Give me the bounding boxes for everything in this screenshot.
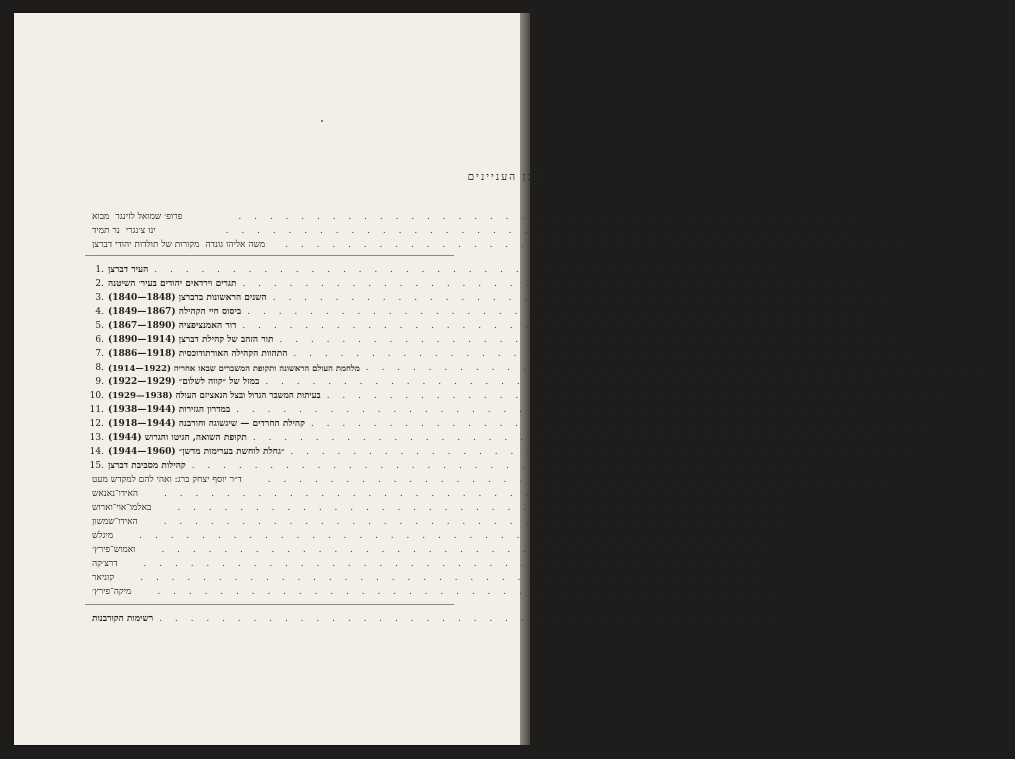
subentry-title: מיקה־פירץ׳	[92, 587, 132, 597]
subentry-page: 259	[782, 544, 800, 555]
leader-dots: . . . . . . . . . . . . . . . . . . . . . . . . . . . . . . . . . . . . . . . .	[272, 292, 894, 303]
chapter-title: תגרים וירדאים יהודים בעיר׳ השיטנה	[108, 279, 237, 289]
chapter-title: העיר דברצן	[108, 265, 149, 275]
leader-dots: . . . . . . . . . . . . . . . . . . . . . . . . . . . . . . . . . . . . . . . .	[310, 418, 932, 429]
leader-dots: . . . . . . . . . . . . . . . . . . . . . . . . . . . . . . . . . . . . . . . .	[225, 225, 847, 236]
subentry-page: 247	[888, 474, 906, 485]
subentry-title: האידו־נאנאש	[92, 489, 139, 499]
chapter-number: 3.	[95, 292, 104, 303]
chapter-page: 69	[900, 334, 912, 345]
chapter-title: דור האמנציפציה (1890—1867)	[108, 321, 237, 331]
page-speck	[321, 120, 323, 122]
leader-dots: . . . . . . . . . . . . . . . . . . . . . . . . . . . . . . . . . . . . . . . .	[242, 320, 864, 331]
subentry-page: 253	[798, 502, 816, 513]
chapter-number: 12.	[89, 418, 104, 429]
chapter-page: 107	[986, 362, 1004, 373]
toc-entry[interactable]	[88, 612, 798, 625]
chapter-title: ״גחלת לוחשת בערימות מדשן״ (1960—1944)	[108, 447, 285, 457]
subentry-title: מיגלש	[92, 531, 114, 541]
subentry-title: באלמו־אוי־וארוש	[92, 503, 152, 513]
toc-chapter[interactable]	[88, 263, 787, 276]
toc-subentry[interactable]	[88, 501, 816, 514]
chapter-title: קהילת החרדים — שיגשוגה וחורבנה (1944—1918)	[108, 419, 305, 429]
toc-subentry[interactable]	[88, 571, 779, 584]
toc-subentry[interactable]	[88, 515, 802, 528]
leader-dots: . . . . . . . . . . . . . . . . . . . . . . . . . . . . . . . . . . . . . . . .	[285, 239, 907, 250]
chapter-number: 10.	[89, 390, 104, 401]
toc-chapter[interactable]	[88, 319, 875, 332]
chapter-title: תור הזהב של קהילת דברצן (1914—1890)	[108, 335, 274, 345]
toc-entry[interactable]	[88, 224, 853, 237]
leader-dots: . . . . . . . . . . . . . . . . . . . . . . . . . . . . . . . . . . . . . . . .	[290, 446, 912, 457]
chapter-page: 55	[863, 320, 875, 331]
leader-dots: . . . . . . . . . . . . . . . . . . . . . . . . . . . . . . . . . . . . . . . .	[161, 544, 783, 555]
leader-dots: . . . . . . . . . . . . . . . . . . . . . . . . . . . . . . . . . . . . . . . .	[143, 558, 765, 569]
chapter-page: 19	[863, 278, 875, 289]
subentry-page: 262	[761, 572, 779, 583]
toc-entry[interactable]	[88, 210, 866, 223]
leader-dots: . . . . . . . . . . . . . . . . . . . . . . . . . . . . . . . . . . . . . . . .	[139, 530, 761, 541]
leader-dots: . . . . . . . . . . . . . . . . . . . . . . . . . . . . . . . . . . . . . . . .	[365, 362, 987, 373]
toc-chapter[interactable]	[88, 291, 906, 304]
entry-page: 7	[859, 211, 866, 222]
entry-page: 265	[780, 613, 798, 624]
chapter-title: במדרון הגזירות (1944—1938)	[108, 405, 231, 415]
chapter-number: 7.	[95, 348, 104, 359]
subentry-page: 260	[764, 558, 782, 569]
leader-dots: . . . . . . . . . . . . . . . . . . . . . . . . . . . . . . . . . . . . . . . .	[159, 613, 781, 624]
entry-label: נר תמיד	[92, 226, 120, 236]
subentry-title: ואמוש־פירץ׳	[92, 545, 136, 555]
toc-chapter[interactable]	[88, 389, 965, 402]
leader-dots: . . . . . . . . . . . . . . . . . . . . . . . . . . . . . . . . . . . . . . . .	[267, 474, 889, 485]
toc-entry[interactable]	[88, 238, 918, 251]
chapter-title: בעיתות המשבר הגדול ובצל הנאציזם העולה (1938—1929)	[108, 391, 321, 401]
chapter-page: 247	[812, 460, 830, 471]
chapter-page: 122	[886, 376, 904, 387]
leader-dots: . . . . . . . . . . . . . . . . . . . . . . . . . . . . . . . . . . . . . . . .	[236, 404, 858, 415]
toc-chapter[interactable]	[88, 445, 929, 458]
toc-chapter[interactable]	[88, 459, 830, 472]
toc-chapter[interactable]	[88, 347, 932, 360]
chapter-number: 15.	[89, 460, 104, 471]
subentry-title: קוניאר	[92, 573, 115, 583]
subentry-title: האידו־שמשון	[92, 517, 138, 527]
leader-dots: . . . . . . . . . . . . . . . . . . . . . . . . . . . . . . . . . . . . . . . .	[247, 306, 869, 317]
chapter-number: 11.	[89, 404, 104, 415]
entry-author: משה אליהו גונדה	[205, 240, 266, 250]
leader-dots: . . . . . . . . . . . . . . . . . . . . . . . . . . . . . . . . . . . . . . . .	[164, 488, 786, 499]
entry-page: 10	[906, 239, 918, 250]
toc-chapter[interactable]	[88, 305, 880, 318]
chapter-page: 204	[931, 418, 950, 429]
chapter-number: 6.	[95, 334, 104, 345]
leader-dots: . . . . . . . . . . . . . . . . . . . . . . . . . . . . . . . . . . . . . . . .	[326, 390, 948, 401]
chapter-number: 5.	[95, 320, 104, 331]
chapter-title: ביסוס חיי הקהילה (1867—1849)	[108, 307, 242, 317]
toc-chapter[interactable]	[88, 333, 912, 346]
toc-subentry[interactable]	[88, 529, 778, 542]
chapter-page: 25	[893, 292, 906, 303]
subentry-page: 255	[784, 516, 802, 527]
chapter-page: 187	[857, 404, 875, 415]
leader-dots: . . . . . . . . . . . . . . . . . . . . . . . . . . . . . . . . . . . . . . . .	[191, 460, 813, 471]
entry-label: מקורות של תולדות יהודי דברצן	[92, 240, 200, 250]
leader-dots: . . . . . . . . . . . . . . . . . . . . . . . . . . . . . . . . . . . . . . . .	[163, 516, 785, 527]
subentry-title: ד״ר יוסף יצחק ברג: ואהי להם למקדש מעט	[92, 475, 242, 485]
chapter-number: 13.	[89, 432, 104, 443]
chapter-title: התהוות הקהילה האורתודוכסית (1918—1886)	[108, 349, 288, 359]
leader-dots: . . . . . . . . . . . . . . . . . . . . . . . . . . . . . . . . . . . . . . . .	[242, 278, 864, 289]
entry-label: רשימות הקורבנות	[92, 614, 154, 624]
toc-chapter[interactable]	[88, 375, 904, 388]
toc-subentry[interactable]	[88, 473, 906, 486]
chapter-number: 8.	[95, 362, 104, 373]
toc-chapter[interactable]	[88, 277, 875, 290]
chapter-number: 14.	[89, 446, 104, 457]
chapter-number: 9.	[95, 376, 104, 387]
page-title: תוכן העניינים	[467, 171, 548, 183]
subentry-title: דרצ׳קה	[92, 559, 118, 569]
toc-subentry[interactable]	[88, 585, 796, 598]
toc-chapter[interactable]	[88, 361, 1004, 374]
entry-label: מבוא	[92, 212, 110, 222]
leader-dots: . . . . . . . . . . . . . . . . . . . . . . . . . . . . . . . . . . . . . . . .	[157, 586, 779, 597]
leader-dots: . . . . . . . . . . . . . . . . . . . . . . . . . . . . . . . . . . . . . . . .	[252, 432, 874, 443]
chapter-page: 231	[911, 446, 929, 457]
chapter-title: השנים הראשונות בדברצן (1848—1840)	[108, 293, 267, 303]
chapter-page: 214	[873, 432, 892, 443]
entry-author: ינו צ׳נגרי	[125, 226, 156, 236]
toc-chapter[interactable]	[88, 403, 875, 416]
chapter-page: 101	[914, 348, 932, 359]
divider	[85, 604, 454, 605]
subentry-page: 257	[760, 530, 778, 541]
toc-subentry[interactable]	[88, 487, 803, 500]
toc-subentry[interactable]	[88, 557, 782, 570]
leader-dots: . . . . . . . . . . . . . . . . . . . . . . . . . . . . . . . . . . . . . . . .	[238, 211, 860, 222]
chapter-title: מלחמת העולם הראשונה ותקופת המשברים שבאו אחריה (1922—1914)	[108, 362, 360, 373]
chapter-number: 4.	[95, 306, 104, 317]
leader-dots: . . . . . . . . . . . . . . . . . . . . . . . . . . . . . . . . . . . . . . . .	[265, 376, 887, 387]
leader-dots: . . . . . . . . . . . . . . . . . . . . . . . . . . . . . . . . . . . . . . . .	[293, 348, 915, 359]
chapter-number: 1.	[95, 264, 104, 275]
chapter-page: 39	[868, 306, 880, 317]
toc-subentry[interactable]	[88, 543, 800, 556]
chapter-title: תקופת השואה, הגיטו והגרוש (1944)	[108, 433, 247, 443]
leader-dots: . . . . . . . . . . . . . . . . . . . . . . . . . . . . . . . . . . . . . . . .	[177, 502, 799, 513]
subentry-page: 248	[785, 488, 803, 499]
divider	[85, 255, 454, 256]
subentry-page: 263	[778, 586, 796, 597]
chapter-number: 2.	[95, 278, 104, 289]
toc-chapter[interactable]	[88, 431, 892, 444]
chapter-page: 156	[947, 390, 965, 401]
entry-page: 9	[846, 225, 853, 236]
leader-dots: . . . . . . . . . . . . . . . . . . . . . . . . . . . . . . . . . . . . . . . .	[154, 264, 776, 275]
toc-chapter[interactable]	[88, 417, 950, 430]
chapter-title: קהילות מסביבת דברצן	[108, 461, 186, 471]
chapter-page: 13	[775, 264, 787, 275]
chapter-title: במזל של ״קווה לשלום״ (1929—1922)	[108, 377, 260, 387]
leader-dots: . . . . . . . . . . . . . . . . . . . . . . . . . . . . . . . . . . . . . . . .	[140, 572, 762, 583]
entry-author: פרופ׳ שמואל לזינגר	[115, 212, 183, 222]
leader-dots: . . . . . . . . . . . . . . . . . . . . . . . . . . . . . . . . . . . . . . . .	[279, 334, 901, 345]
